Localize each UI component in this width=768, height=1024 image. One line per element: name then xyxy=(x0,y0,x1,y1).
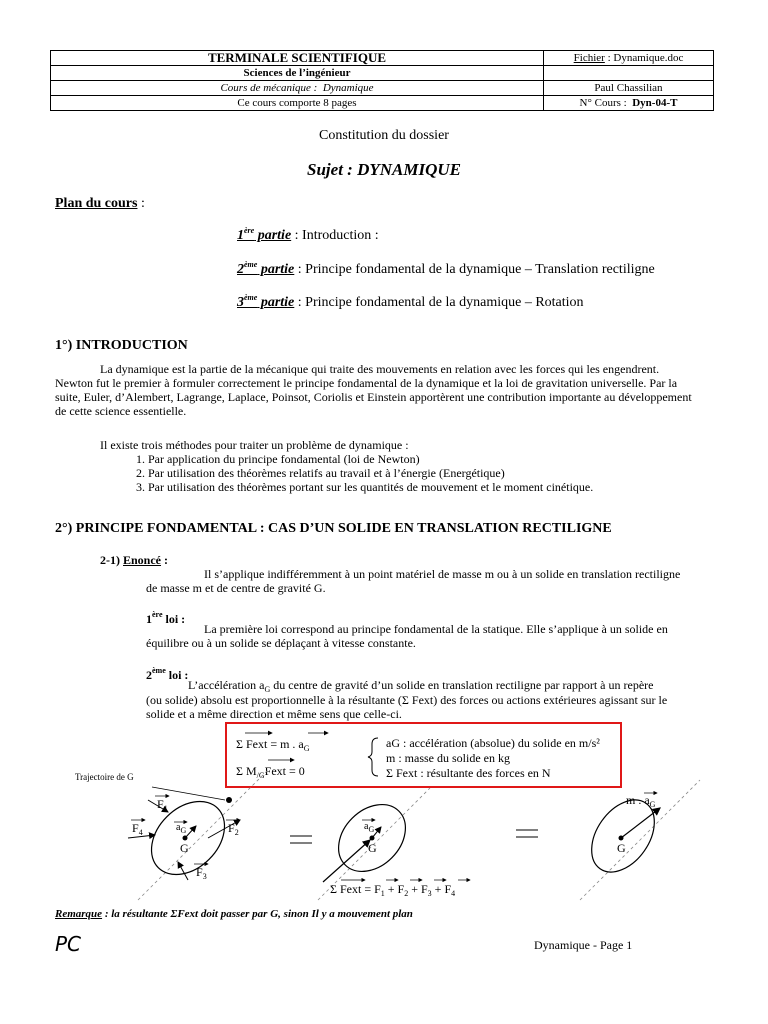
footer-initials: PC xyxy=(55,932,82,956)
law2-heading: 2ème loi : xyxy=(146,666,189,682)
enonce-line-2: de masse m et de centre de gravité G. xyxy=(146,581,326,595)
pages-note-cell: Ce cours comporte 8 pages xyxy=(51,96,544,111)
course-no-label: N° Cours : xyxy=(579,97,627,109)
method-item: 2. Par utilisation des théorèmes relatifs au travail et à l’énergie (Energétique) xyxy=(148,466,688,480)
course-title: TERMINALE SCIENTIFIQUE xyxy=(51,51,544,66)
g-label-1: G xyxy=(180,841,189,855)
course-value: Dynamique xyxy=(322,82,374,94)
constitution-title: Constitution du dossier xyxy=(319,128,449,143)
ag-label-1: $a_G$ xyxy=(176,822,187,835)
subject-title: Sujet : DYNAMIQUE xyxy=(307,160,461,179)
plan-part-3-text: : Principe fondamental de la dynamique – Rotation xyxy=(294,295,584,310)
law2-line-1: L’accélération $a_G$ du centre de gravité d’un solide en translation rectiligne par rapport à un repère xyxy=(188,678,654,694)
force-f3-label: $F_3$ xyxy=(196,865,207,881)
remark-text: : la résultante ΣFext doit passer par G, sinon Il y a mouvement plan xyxy=(102,908,413,920)
course-no-value: Dyn-04-T xyxy=(632,97,678,109)
plan-heading-label: Plan du cours xyxy=(55,196,138,211)
force-f4-label: $F_4$ xyxy=(132,821,143,837)
enonce-line-1: Il s’applique indifféremment à un point matériel de masse m ou à un solide en translation rectiligne xyxy=(204,567,681,581)
section2-heading: 2°) PRINCIPE FONDAMENTAL : CAS D’UN SOLIDE EN TRANSLATION RECTILIGNE xyxy=(55,521,612,536)
resultant-arrow xyxy=(323,840,370,882)
formula-def-3: Σ Fext : résultante des forces en N xyxy=(386,766,551,780)
ag-arrow-1 xyxy=(185,826,196,838)
law1-line-2: équilibre ou à un solide se déplaçant à vitesse constante. xyxy=(146,636,416,650)
plan-part-1-label: 1ère partie xyxy=(237,226,292,243)
enonce-heading: 2-1) Enoncé : xyxy=(100,553,169,567)
method-item: 3. Par utilisation des théorèmes portant sur les quantités de mouvement et le moment cinétique. xyxy=(148,480,688,494)
footer-page: Dynamique - Page 1 xyxy=(534,938,633,952)
law1-line-1: La première loi correspond au principe fondamental de la statique. Elle s’applique à un solide en xyxy=(204,622,668,636)
trajectory-label: Trajectoire de G xyxy=(75,772,134,782)
formula-eq2: Σ $M_{/G}Fext = 0$ xyxy=(236,764,305,780)
plan-heading-colon: : xyxy=(137,196,145,211)
method-item: 1. Par application du principe fondamental (loi de Newton) xyxy=(148,452,688,466)
subject-cell: Sciences de l’ingénieur xyxy=(51,66,544,81)
law2-line-3: solide et a même direction et même sens que celle-ci. xyxy=(146,707,402,721)
formula-def-1: aG : accélération (absolue) du solide en m/s² xyxy=(386,736,600,750)
intro-paragraph: La dynamique est la partie de la mécanique qui traite des mouvements en relation avec les forces qui les engendrent. Newton fut le premier à formuler correctement le principe fondamental de la dynamique et la loi de gravitation universelle. Par la suite, Euler, d’Alembert, Lagrange, Laplace, Poinsot, Coriolis et Einstein apportèrent une contribution importante au développement de cette science essentielle. xyxy=(55,362,692,418)
file-value: : Dynamique.doc xyxy=(604,52,684,64)
course-label: Cours de mécanique : xyxy=(220,82,318,94)
remark xyxy=(55,908,413,920)
force-f3-arrow xyxy=(178,862,188,880)
plan-part-3-label: 3ème partie xyxy=(237,293,295,310)
file-label: Fichier xyxy=(573,52,605,64)
formula-def-2: m : masse du solide en kg xyxy=(386,751,510,765)
author-cell: Paul Chassilian xyxy=(544,81,714,96)
plan-part-2-text: : Principe fondamental de la dynamique – Translation rectiligne xyxy=(294,262,655,277)
law2-line-2: (ou solide) absolu est proportionnelle à la résultante (Σ Fext) des forces ou actions extérieures agissant sur le xyxy=(146,693,668,707)
plan-part-2-label: 2ème partie xyxy=(237,260,295,277)
plan-part-1-text: : Introduction : xyxy=(291,228,379,243)
intro-heading: 1°) INTRODUCTION xyxy=(55,338,188,353)
trajectory-point xyxy=(226,797,232,803)
g-label-2: G xyxy=(368,841,377,855)
force-f1-label: $F_1$ xyxy=(157,797,168,813)
law1-heading: 1ère loi : xyxy=(146,610,186,626)
remark-label: Remarque xyxy=(55,908,103,920)
g-label-3: G xyxy=(617,841,626,855)
formula-eq1: Σ Fext = m . $a_G$ xyxy=(236,737,310,753)
intro-methods-lead: Il existe trois méthodes pour traiter un problème de dynamique : xyxy=(100,438,409,452)
ag-label-2: $a_G$ xyxy=(364,821,375,834)
sum-equation: Σ Fext = $F_1 + F_2 + F_3 + F_4$ xyxy=(330,882,456,898)
force-f2-label: $F_2$ xyxy=(228,821,239,837)
ma-label: m . $a_G$ xyxy=(626,793,656,809)
